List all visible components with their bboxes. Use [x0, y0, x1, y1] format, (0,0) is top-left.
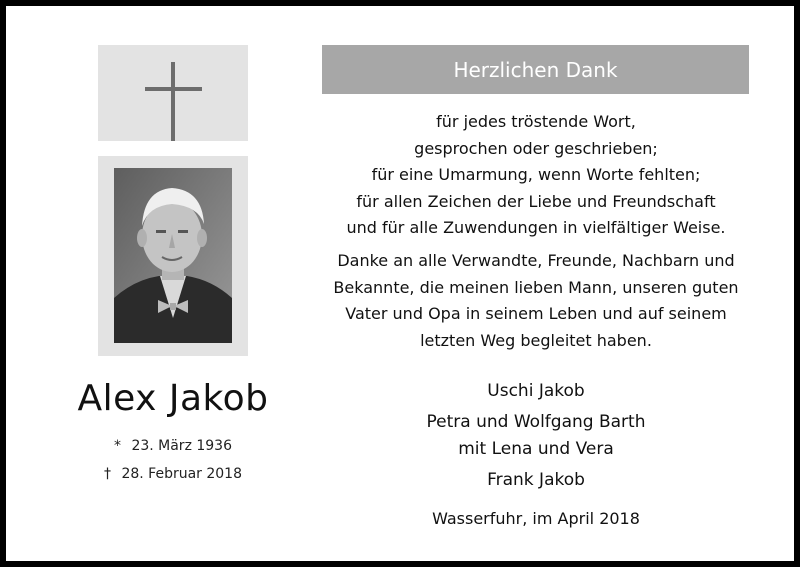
life-dates: [66, 438, 280, 494]
family-group: [306, 378, 766, 405]
thanks-line: gesprochen oder geschrieben;: [414, 138, 658, 158]
portrait-photo: [114, 168, 232, 343]
thanks-line: für eine Umarmung, wenn Worte fehlten;: [371, 165, 701, 184]
people-text: [306, 248, 766, 354]
family-member: Uschi Jakob: [487, 381, 585, 401]
portrait-frame: [98, 156, 248, 356]
death-date-row: [66, 466, 280, 482]
cross-box: [98, 45, 248, 141]
thanks-text: [306, 109, 766, 242]
birth-star-icon: *: [113, 438, 121, 454]
people-line: Vater und Opa in seinem Leben und auf seinem: [345, 304, 727, 323]
family-group: [306, 409, 766, 463]
family-member: Petra und Wolfgang Barth: [426, 412, 646, 432]
thanks-line: für allen Zeichen der Liebe und Freundschaft: [356, 191, 716, 211]
family-member: Frank Jakob: [487, 470, 585, 490]
cross-icon: [98, 45, 248, 141]
family-group: [306, 467, 766, 494]
header-title: Herzlichen Dank: [322, 45, 749, 94]
thanks-line: und für alle Zuwendungen in vielfältiger Weise.: [346, 218, 726, 237]
family-signatures: [306, 374, 766, 498]
birth-date: 23. März 1936: [131, 438, 232, 454]
people-line: Danke an alle Verwandte, Freunde, Nachbarn und: [337, 251, 735, 270]
birth-date-row: [66, 438, 280, 454]
death-cross-icon: †: [104, 466, 111, 482]
deceased-name: Alex Jakob: [77, 378, 269, 419]
place-date: Wasserfuhr, im April 2018: [432, 509, 640, 528]
people-line: Bekannte, die meinen lieben Mann, unseren guten: [333, 277, 739, 297]
family-member: mit Lena und Vera: [458, 439, 614, 459]
thanks-line: für jedes tröstende Wort,: [436, 112, 636, 131]
people-line: letzten Weg begleitet haben.: [420, 330, 652, 350]
death-date: 28. Februar 2018: [121, 466, 242, 482]
